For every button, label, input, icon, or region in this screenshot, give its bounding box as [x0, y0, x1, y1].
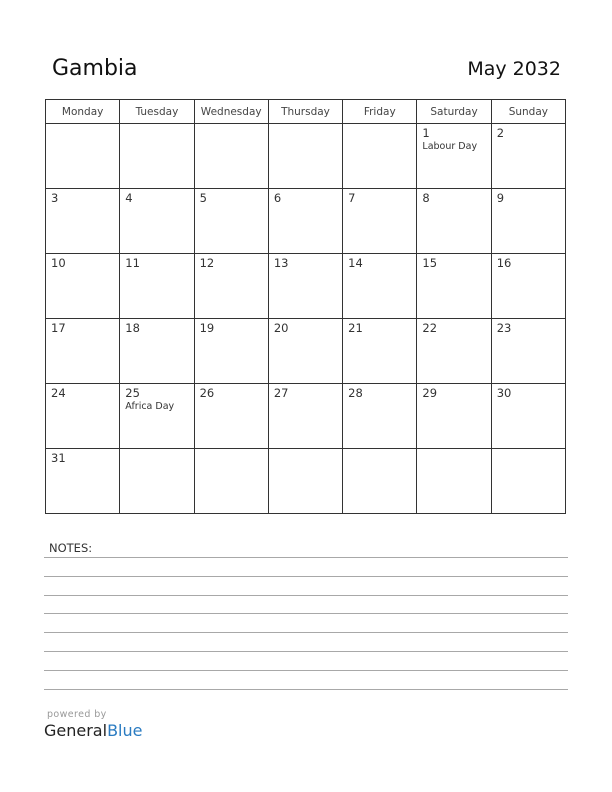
day-cell — [491, 124, 565, 189]
country-title: Gambia — [52, 56, 138, 81]
day-cell — [120, 124, 194, 189]
day-number: 5 — [199, 191, 207, 205]
day-cell — [491, 254, 565, 319]
day-cell — [343, 449, 417, 514]
day-number: 28 — [348, 386, 363, 400]
weekday-thursday: Thursday — [268, 100, 342, 124]
day-cell — [268, 189, 342, 254]
day-number: 13 — [273, 256, 289, 270]
day-cell — [417, 384, 491, 449]
day-cell — [194, 384, 268, 449]
weekday-tuesday: Tuesday — [120, 100, 194, 124]
day-cell — [343, 384, 417, 449]
day-cell — [120, 254, 194, 319]
day-cell — [46, 124, 120, 189]
day-number: 24 — [51, 386, 66, 400]
day-cell — [46, 319, 120, 384]
day-cell — [194, 254, 268, 319]
day-number: 9 — [496, 191, 505, 205]
day-number: 15 — [422, 256, 438, 270]
weekday-header-row — [46, 100, 566, 124]
day-cell — [491, 319, 565, 384]
day-number: 10 — [51, 256, 66, 270]
weekday-wednesday: Wednesday — [194, 100, 268, 124]
day-cell — [268, 254, 342, 319]
day-cell — [268, 384, 342, 449]
day-cell — [343, 189, 417, 254]
notes-line — [44, 595, 568, 596]
notes-line — [44, 557, 568, 558]
day-cell — [194, 319, 268, 384]
day-number: 4 — [125, 191, 133, 205]
day-number: 30 — [496, 386, 512, 400]
notes-line — [44, 632, 568, 633]
day-number: 3 — [51, 191, 59, 205]
day-number: 21 — [348, 321, 363, 335]
day-number: 25 — [125, 386, 140, 400]
day-number: 18 — [125, 321, 140, 335]
calendar-week-row — [46, 384, 566, 449]
day-cell — [120, 449, 194, 514]
day-cell — [46, 384, 120, 449]
day-number: 8 — [422, 191, 430, 205]
day-cell — [46, 189, 120, 254]
notes-line — [44, 689, 568, 690]
brand-logo[interactable] — [44, 721, 142, 740]
day-number: 2 — [496, 126, 505, 140]
day-cell — [268, 449, 342, 514]
day-cell — [417, 449, 491, 514]
day-cell — [194, 124, 268, 189]
weekday-saturday: Saturday — [417, 100, 491, 124]
day-cell — [268, 124, 342, 189]
day-cell — [343, 254, 417, 319]
day-cell — [491, 189, 565, 254]
weekday-friday: Friday — [343, 100, 417, 124]
notes-label: NOTES: — [49, 541, 93, 555]
day-cell — [491, 384, 565, 449]
day-cell — [417, 124, 491, 189]
day-number: 6 — [273, 191, 282, 205]
day-number: 26 — [199, 386, 215, 400]
calendar-week-row — [46, 319, 566, 384]
day-number: 31 — [51, 451, 66, 465]
day-cell — [46, 254, 120, 319]
day-number: 23 — [496, 321, 512, 335]
day-cell — [268, 319, 342, 384]
day-cell — [343, 319, 417, 384]
day-cell — [194, 189, 268, 254]
day-cell — [194, 449, 268, 514]
day-number: 7 — [348, 191, 356, 205]
day-cell — [46, 449, 120, 514]
day-number: 1 — [422, 126, 430, 140]
notes-line — [44, 613, 568, 614]
notes-line — [44, 651, 568, 652]
day-number: 19 — [199, 321, 215, 335]
calendar-week-row — [46, 254, 566, 319]
weekday-monday: Monday — [46, 100, 120, 124]
notes-line — [44, 576, 568, 577]
calendar-week-row — [46, 449, 566, 514]
day-number: 20 — [273, 321, 289, 335]
brand-logo-blue: Blue — [107, 721, 143, 740]
day-number: 11 — [125, 256, 140, 270]
month-year-title: May 2032 — [467, 58, 561, 80]
calendar-body — [46, 124, 566, 514]
day-cell — [343, 124, 417, 189]
day-cell — [120, 189, 194, 254]
powered-by-text: powered by — [47, 709, 107, 720]
day-number: 12 — [199, 256, 215, 270]
day-cell — [417, 189, 491, 254]
day-cell — [491, 449, 565, 514]
day-number: 16 — [496, 256, 512, 270]
calendar-week-row — [46, 124, 566, 189]
day-number: 22 — [422, 321, 438, 335]
holiday-label: Africa Day — [125, 401, 175, 412]
day-number: 14 — [348, 256, 363, 270]
brand-logo-general: General — [44, 721, 108, 740]
day-cell — [120, 384, 194, 449]
calendar-grid — [45, 99, 566, 514]
holiday-label: Labour Day — [422, 141, 478, 152]
day-number: 17 — [51, 321, 66, 335]
notes-line — [44, 670, 568, 671]
day-cell — [417, 319, 491, 384]
calendar-week-row — [46, 189, 566, 254]
day-number: 27 — [273, 386, 289, 400]
weekday-sunday: Sunday — [491, 100, 565, 124]
day-number: 29 — [422, 386, 438, 400]
day-cell — [120, 319, 194, 384]
day-cell — [417, 254, 491, 319]
